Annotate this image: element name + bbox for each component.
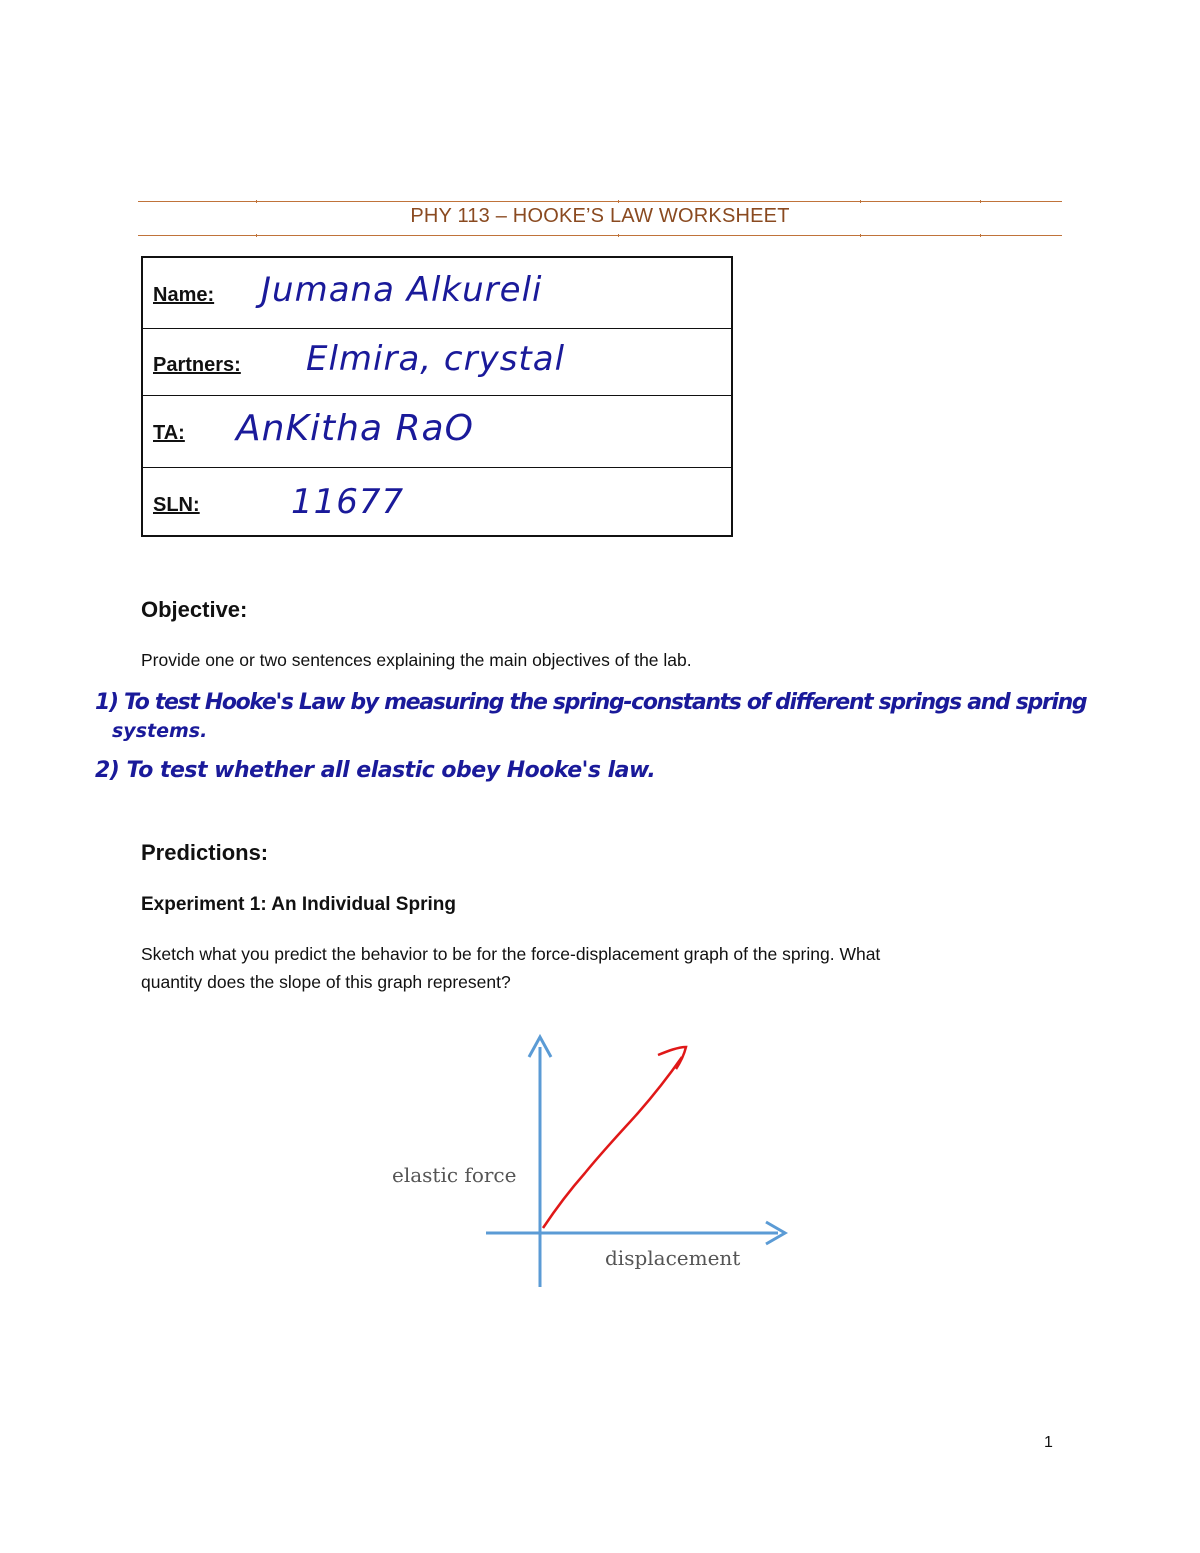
objective-prompt: Provide one or two sentences explaining the main objectives of the lab. <box>141 650 692 670</box>
force-displacement-sketch <box>380 1025 810 1295</box>
objective-answer-line-1: 1) To test Hooke's Law by measuring the spring-constants of different springs and spring <box>95 690 1087 715</box>
name-row <box>143 258 731 329</box>
predictions-heading: Predictions: <box>141 840 269 865</box>
page-number: 1 <box>1044 1434 1053 1451</box>
objective-answer-line-2: systems. <box>112 720 208 742</box>
x-axis-label: displacement <box>605 1246 741 1270</box>
objective-heading: Objective: <box>141 597 248 622</box>
y-axis-label: elastic force <box>392 1163 517 1187</box>
name-handwritten-value: Jumana Alkureli <box>261 270 543 310</box>
predicted-line-sketch <box>543 1057 682 1228</box>
experiment-1-question-line-1: Sketch what you predict the behavior to be for the force-displacement graph of the spring. What <box>141 944 881 964</box>
sln-label: SLN: <box>153 494 200 516</box>
student-info-table <box>141 256 733 537</box>
partners-row <box>143 329 731 396</box>
predicted-line-arrowhead <box>658 1047 686 1069</box>
header-top-rule <box>138 201 1062 202</box>
partners-label: Partners: <box>153 354 241 376</box>
objective-answer-line-3: 2) To test whether all elastic obey Hooke's law. <box>95 758 656 783</box>
ta-label: TA: <box>153 422 185 444</box>
ta-row <box>143 396 731 468</box>
ta-handwritten-value: AnKitha RaO <box>236 408 474 449</box>
header-bottom-rule <box>138 235 1062 236</box>
sln-handwritten-value: 11677 <box>291 482 405 522</box>
partners-handwritten-value: Elmira, crystal <box>306 339 566 379</box>
experiment-1-question-line-2: quantity does the slope of this graph represent? <box>141 972 511 992</box>
name-label: Name: <box>153 284 215 306</box>
experiment-1-title: Experiment 1: An Individual Spring <box>141 894 456 915</box>
document-title: PHY 113 – HOOKE’S LAW WORKSHEET <box>410 205 790 227</box>
sln-row <box>143 468 731 537</box>
